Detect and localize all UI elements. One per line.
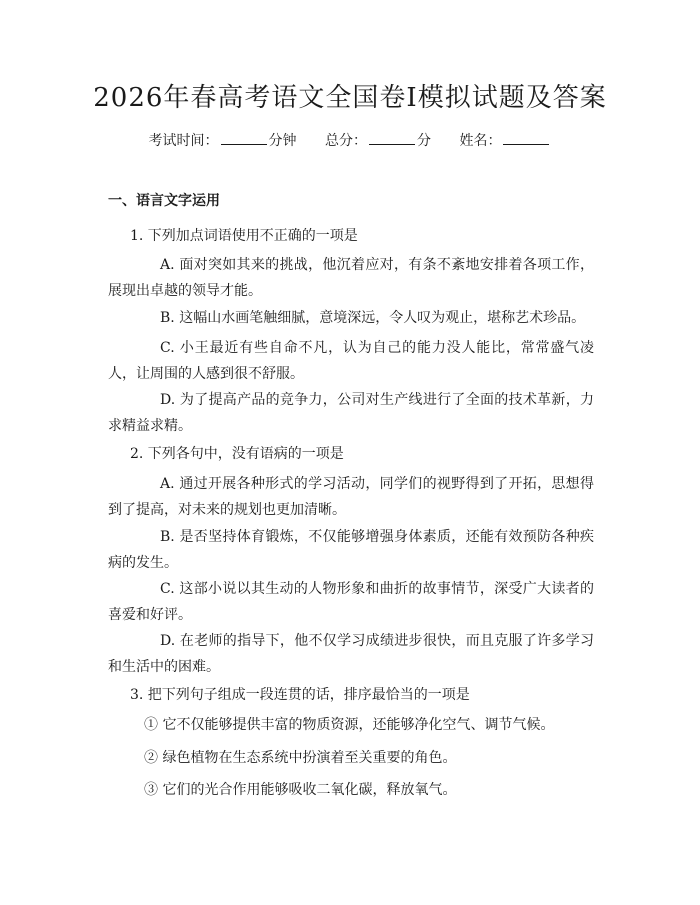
total-score-unit: 分 <box>417 133 431 149</box>
question-2-option-b: B. 是否坚持体育锻炼，不仅能够增强身体素质，还能有效预防各种疾病的发生。 <box>108 529 594 571</box>
exam-time-blank <box>221 130 267 145</box>
question-1-option-a: A. 面对突如其来的挑战，他沉着应对，有条不紊地安排着各项工作，展现出卓越的领导才能。 <box>108 257 594 299</box>
question-2-option-d: D. 在老师的指导下，他不仅学习成绩进步很快，而且克服了许多学习和生活中的困难。 <box>108 633 594 675</box>
question-1-option-c: C. 小王最近有些自命不凡，认为自己的能力没人能比，常常盛气凌人，让周围的人感到很不舒服。 <box>108 340 594 382</box>
total-score-label: 总分： <box>325 133 367 149</box>
question-3-item-3: ③ 它们的光合作用能够吸收二氧化碳，释放氧气。 <box>144 782 457 798</box>
total-score-field <box>325 130 431 152</box>
section-heading: 一、语言文字运用 <box>108 193 220 209</box>
total-score-blank <box>369 130 415 145</box>
question-2-option-a: A. 通过开展各种形式的学习活动，同学们的视野得到了开拓，思想得到了提高，对未来的规划也更加清晰。 <box>108 476 594 518</box>
question-1-stem: 1. 下列加点词语使用不正确的一项是 <box>130 228 358 244</box>
question-2-stem: 2. 下列各句中，没有语病的一项是 <box>130 446 344 462</box>
exam-time-field <box>149 130 297 152</box>
student-name-field <box>459 130 551 152</box>
exam-info-line <box>0 130 700 152</box>
student-name-label: 姓名： <box>459 133 502 149</box>
question-3-item-2: ② 绿色植物在生态系统中扮演着至关重要的角色。 <box>144 750 457 766</box>
page-title: 2026年春高考语文全国卷Ⅰ模拟试题及答案 <box>93 83 607 113</box>
exam-time-unit: 分钟 <box>268 133 297 149</box>
question-3-item-1: ① 它不仅能够提供丰富的物质资源，还能够净化空气、调节气候。 <box>144 717 555 733</box>
exam-time-label: 考试时间： <box>148 133 219 149</box>
student-name-blank <box>503 130 549 145</box>
question-1-option-d: D. 为了提高产品的竞争力，公司对生产线进行了全面的技术革新，力求精益求精。 <box>108 392 594 434</box>
question-2-option-c: C. 这部小说以其生动的人物形象和曲折的故事情节，深受广大读者的喜爱和好评。 <box>108 581 594 623</box>
question-1-option-b: B. 这幅山水画笔触细腻，意境深远，令人叹为观止，堪称艺术珍品。 <box>160 310 586 326</box>
question-3-stem: 3. 把下列句子组成一段连贯的话，排序最恰当的一项是 <box>130 687 470 703</box>
